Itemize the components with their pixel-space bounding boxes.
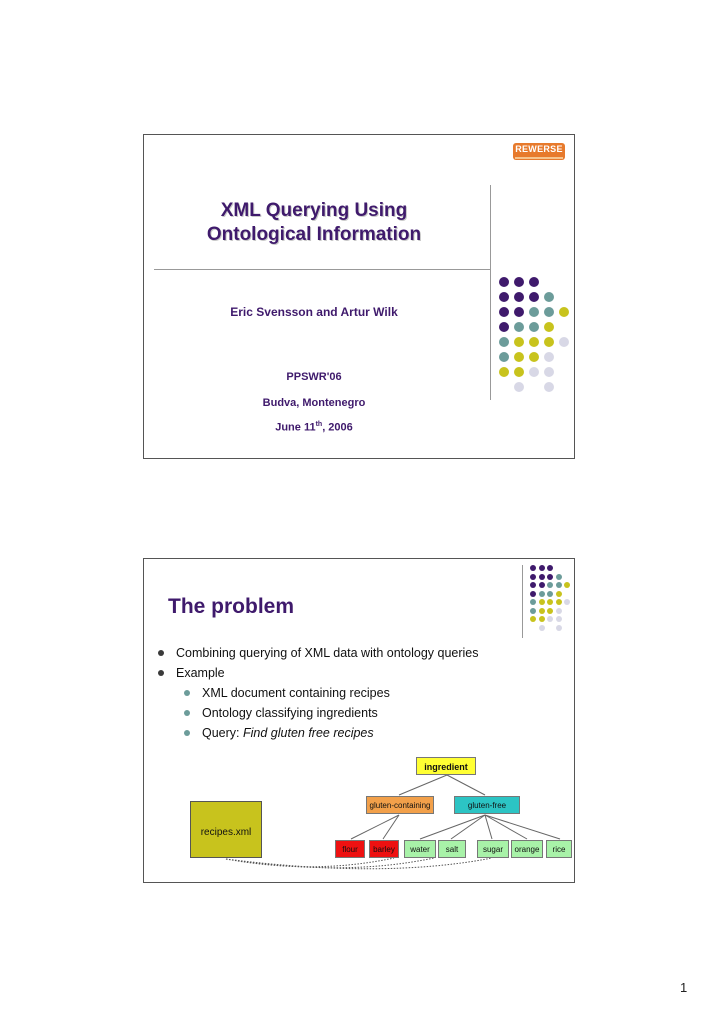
- edge-gf-salt: [451, 815, 485, 839]
- decorative-dot: [529, 307, 539, 317]
- decorative-dot: [514, 367, 524, 377]
- vertical-divider: [490, 185, 491, 400]
- node-rice: rice: [546, 840, 572, 858]
- recipes-xml-box: [190, 801, 262, 858]
- decorative-dot: [514, 337, 524, 347]
- authors: Eric Svensson and Artur Wilk: [230, 305, 398, 319]
- rewerse-logo: [513, 143, 565, 160]
- event-name: PPSWR'06: [286, 371, 342, 383]
- decorative-dot: [559, 307, 569, 317]
- decorative-dot: [544, 382, 554, 392]
- horizontal-divider: [154, 269, 490, 270]
- edge-gc-flour: [351, 815, 399, 839]
- node-gluten-containing: gluten-containing: [366, 796, 434, 814]
- bullet-text: Example: [176, 666, 225, 680]
- decorative-dot: [514, 307, 524, 317]
- slide-title: [144, 199, 484, 247]
- decorative-dot: [514, 322, 524, 332]
- decorative-dot: [499, 292, 509, 302]
- decorative-dot: [514, 277, 524, 287]
- title-line-2: Ontological Information: [206, 224, 422, 245]
- decorative-dot: [514, 292, 524, 302]
- decorative-dot: [499, 367, 509, 377]
- recipes-label: recipes.xml: [200, 827, 252, 838]
- event-location: Budva, Montenegro: [262, 397, 366, 409]
- decorative-dot: [544, 307, 554, 317]
- page-number: 1: [680, 980, 688, 995]
- bullet-text: Combining querying of XML data with ontology queries: [176, 646, 479, 660]
- node-salt: salt: [438, 840, 466, 858]
- logo-underline: [515, 157, 563, 159]
- node-sugar: sugar: [477, 840, 509, 858]
- event-date: [144, 421, 484, 434]
- title-slide: [143, 134, 575, 459]
- decorative-dot: [544, 337, 554, 347]
- slide-title: The problem: [168, 595, 295, 618]
- decorative-dot: [514, 382, 524, 392]
- node-gluten-free: gluten-free: [454, 796, 520, 814]
- date-sup: th: [315, 421, 323, 428]
- bullet-text: Ontology classifying ingredients: [202, 706, 378, 720]
- problem-slide: [143, 558, 575, 883]
- date-prefix: June 11: [275, 421, 316, 434]
- node-orange: orange: [511, 840, 543, 858]
- date-suffix: , 2006: [322, 421, 353, 434]
- decorative-dot: [559, 337, 569, 347]
- node-ingredient: ingredient: [416, 757, 476, 775]
- edge-root-gf: [447, 775, 485, 795]
- logo-text: REWERSE: [515, 144, 563, 154]
- decorative-dot: [529, 322, 539, 332]
- decorative-dot: [544, 292, 554, 302]
- query-text: Find gluten free recipes: [243, 726, 374, 740]
- edge-gf-water: [420, 815, 485, 839]
- decorative-dot: [499, 337, 509, 347]
- decorative-dot: [499, 307, 509, 317]
- decorative-dot: [544, 352, 554, 362]
- edge-root-gc: [399, 775, 447, 795]
- decorative-dot: [514, 352, 524, 362]
- decorative-dot: [529, 292, 539, 302]
- edge-gf-rice: [485, 815, 560, 839]
- node-flour: flour: [335, 840, 365, 858]
- decorative-dot: [499, 352, 509, 362]
- decorative-dot: [499, 322, 509, 332]
- decorative-dot: [499, 277, 509, 287]
- decorative-dot: [529, 352, 539, 362]
- node-barley: barley: [369, 840, 399, 858]
- bullet-text: XML document containing recipes: [202, 686, 390, 700]
- query-label: Query:: [202, 726, 243, 740]
- decorative-dot: [529, 277, 539, 287]
- decorative-dot: [544, 367, 554, 377]
- node-water: water: [404, 840, 436, 858]
- decorative-dot: [529, 367, 539, 377]
- title-line-1: XML Querying Using: [220, 200, 408, 221]
- decorative-dot: [544, 322, 554, 332]
- decorative-dot: [529, 337, 539, 347]
